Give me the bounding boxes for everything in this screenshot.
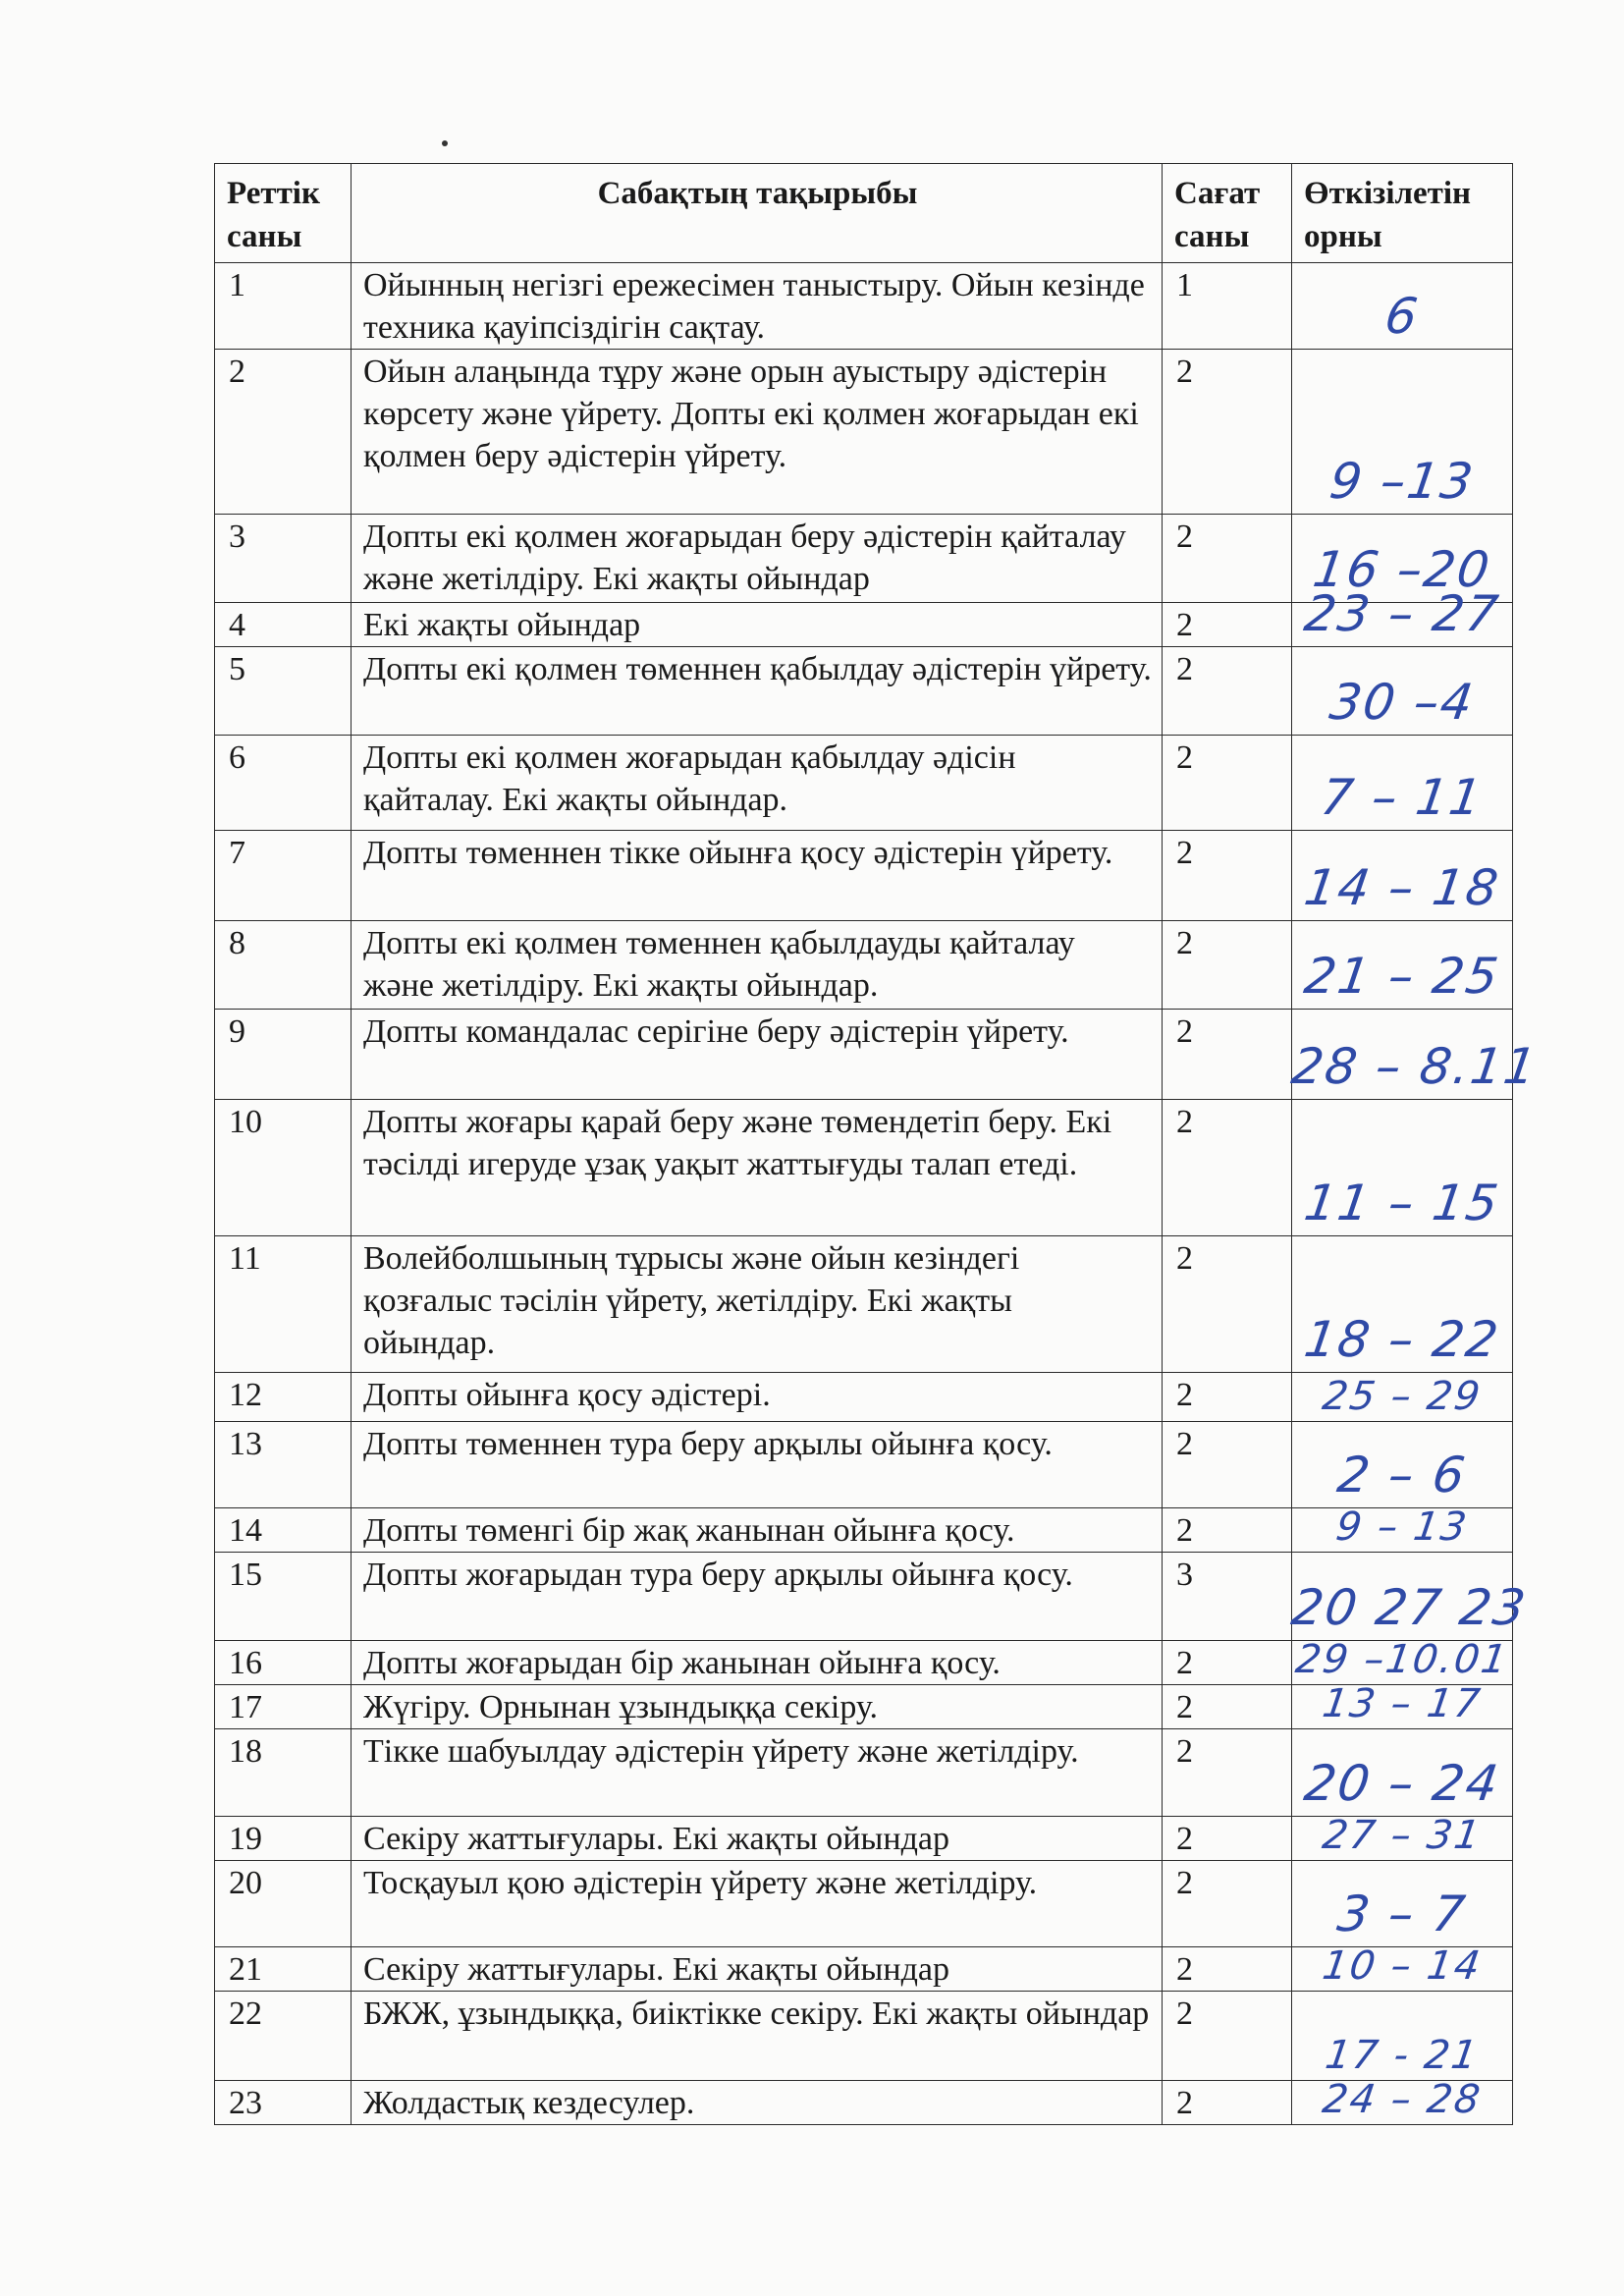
row-topic: Жүгіру. Орнынан ұзындыққа секіру.: [352, 1685, 1163, 1729]
row-hours: 2: [1163, 1422, 1292, 1508]
row-hours: 2: [1163, 1508, 1292, 1553]
row-topic: Екі жақты ойындар: [352, 603, 1163, 647]
handwritten-date: 13 – 17: [1320, 1681, 1485, 1726]
table-row: [215, 1947, 1513, 1992]
table-row: [215, 1422, 1513, 1508]
table-row: [215, 350, 1513, 515]
lesson-plan-table: [214, 163, 1542, 2125]
row-date-cell: [1292, 1373, 1513, 1422]
row-number: 10: [215, 1100, 352, 1236]
row-topic: Допты екі қолмен жоғарыдан беру әдістерін қайталау және жетілдіру. Екі жақты ойындар: [352, 515, 1163, 603]
row-date-cell: [1287, 1553, 1531, 1641]
row-number: 11: [215, 1236, 352, 1373]
row-topic: Ойынның негізгі ережесімен таныстыру. Ойын кезінде техника қауіпсіздігін сақтау.: [352, 263, 1163, 350]
handwritten-date: 6: [1381, 288, 1423, 345]
row-number: 1: [215, 263, 352, 350]
table-row: [215, 1553, 1513, 1641]
handwritten-date: 18 – 22: [1300, 1311, 1504, 1368]
row-topic: Допты төменнен тура беру арқылы ойынға қосу.: [352, 1422, 1163, 1508]
row-hours: 2: [1163, 1236, 1292, 1373]
handwritten-date: 30 –4: [1326, 674, 1479, 731]
table-row: [215, 1236, 1513, 1373]
row-number: 9: [215, 1010, 352, 1100]
row-hours: 2: [1163, 1373, 1292, 1422]
row-hours: 2: [1163, 603, 1292, 647]
handwritten-date: 3 – 7: [1333, 1886, 1471, 1942]
row-hours: 2: [1163, 1641, 1292, 1685]
row-hours: 2: [1163, 1100, 1292, 1236]
table-row: [215, 603, 1513, 647]
row-date-cell: [1292, 1422, 1513, 1508]
row-date-cell: [1292, 1681, 1513, 1729]
table-row: [215, 1010, 1513, 1100]
table-row: [215, 1861, 1513, 1947]
handwritten-date: 2 – 6: [1333, 1447, 1471, 1503]
table-row: [215, 1817, 1513, 1861]
row-number: 12: [215, 1373, 352, 1422]
row-hours: 2: [1163, 1817, 1292, 1861]
lesson-plan-sheet: [214, 163, 1542, 2125]
row-number: 13: [215, 1422, 352, 1508]
row-number: 3: [215, 515, 352, 603]
row-date-cell: [1292, 1992, 1513, 2081]
row-topic: Допты командалас серігіне беру әдістерін үйрету.: [352, 1010, 1163, 1100]
row-topic: Допты екі қолмен жоғарыдан қабылдау әдісін қайталау. Екі жақты ойындар.: [352, 736, 1163, 831]
row-hours: 2: [1163, 2081, 1292, 2125]
row-topic: Допты төменнен тікке ойынға қосу әдістерін үйрету.: [352, 831, 1163, 921]
row-number: 6: [215, 736, 352, 831]
row-number: 22: [215, 1992, 352, 2081]
row-hours: 2: [1163, 515, 1292, 603]
row-date-cell: [1287, 1010, 1542, 1100]
handwritten-date: 7 – 11: [1317, 769, 1488, 826]
row-number: 17: [215, 1685, 352, 1729]
row-hours: 2: [1163, 647, 1292, 736]
handwritten-date: 20 27 23: [1287, 1579, 1531, 1636]
table-row: [215, 647, 1513, 736]
handwritten-date: 29 –10.01: [1292, 1637, 1512, 1682]
row-hours: 2: [1163, 1010, 1292, 1100]
row-number: 7: [215, 831, 352, 921]
row-number: 15: [215, 1553, 352, 1641]
row-topic: Допты ойынға қосу әдістері.: [352, 1373, 1163, 1422]
row-number: 8: [215, 921, 352, 1010]
table-row: [215, 263, 1513, 350]
table-row: [215, 1508, 1513, 1553]
handwritten-date: 24 – 28: [1320, 2077, 1485, 2122]
row-topic: Допты екі қолмен төменнен қабылдауды қайталау және жетілдіру. Екі жақты ойындар.: [352, 921, 1163, 1010]
row-date-cell: [1292, 1813, 1513, 1861]
row-hours: 2: [1163, 1861, 1292, 1947]
table-row: [215, 1729, 1513, 1817]
row-number: 5: [215, 647, 352, 736]
row-topic: Тікке шабуылдау әдістерін үйрету және жетілдіру.: [352, 1729, 1163, 1817]
row-topic: Волейболшының тұрысы және ойын кезіндегі қозғалыс тәсілін үйрету, жетілдіру. Екі жақты ойындар.: [352, 1236, 1163, 1373]
row-hours: 2: [1163, 1992, 1292, 2081]
row-topic: Секіру жаттығулары. Екі жақты ойындар: [352, 1947, 1163, 1992]
header-topic: Сабақтың тақырыбы: [352, 164, 1163, 263]
row-number: 21: [215, 1947, 352, 1992]
row-topic: БЖЖ, ұзындыққа, биіктікке секіру. Екі жақты ойындар: [352, 1992, 1163, 2081]
table-row: [215, 1685, 1513, 1729]
row-date-cell: [1292, 831, 1513, 921]
table-row: [215, 1641, 1513, 1685]
row-date-cell: [1292, 647, 1513, 736]
row-number: 23: [215, 2081, 352, 2125]
table-row: [215, 831, 1513, 921]
row-date-cell: [1292, 921, 1513, 1010]
row-date-cell: [1292, 736, 1513, 831]
row-number: 18: [215, 1729, 352, 1817]
row-hours: 2: [1163, 1947, 1292, 1992]
row-date-cell: [1292, 350, 1513, 515]
handwritten-date: 14 – 18: [1300, 859, 1504, 916]
handwritten-date: 11 – 15: [1300, 1175, 1504, 1231]
header-place: Өткізілетін орны: [1292, 164, 1513, 263]
table-row: [215, 1373, 1513, 1422]
handwritten-date: 23 – 27: [1300, 585, 1504, 642]
handwritten-date: 16 –20: [1309, 541, 1495, 598]
handwritten-date: 9 – 13: [1332, 1504, 1472, 1550]
handwritten-date: 17 - 21: [1322, 2033, 1483, 2078]
handwritten-date: 20 – 24: [1300, 1755, 1504, 1812]
handwritten-date: 28 – 8.11: [1287, 1038, 1542, 1095]
table-row: [215, 1100, 1513, 1236]
table-row: [215, 921, 1513, 1010]
row-hours: 3: [1163, 1553, 1292, 1641]
handwritten-date: 25 – 29: [1320, 1374, 1485, 1419]
handwritten-date: 10 – 14: [1320, 1943, 1485, 1989]
row-number: 20: [215, 1861, 352, 1947]
row-hours: 2: [1163, 1729, 1292, 1817]
row-topic: Допты екі қолмен төменнен қабылдау әдістерін үйрету.: [352, 647, 1163, 736]
row-topic: Жолдастық кездесулер.: [352, 2081, 1163, 2125]
row-hours: 1: [1163, 263, 1292, 350]
row-topic: Тосқауыл қою әдістерін үйрету және жетілдіру.: [352, 1861, 1163, 1947]
row-date-cell: [1292, 2077, 1513, 2125]
row-date-cell: [1292, 1504, 1513, 1553]
row-date-cell: [1292, 1637, 1513, 1685]
header-number: Реттік саны: [215, 164, 352, 263]
table-row: [215, 736, 1513, 831]
row-number: 19: [215, 1817, 352, 1861]
row-date-cell: [1292, 1236, 1513, 1373]
row-hours: 2: [1163, 350, 1292, 515]
row-date-cell: [1292, 1861, 1513, 1947]
row-date-cell: [1292, 1943, 1513, 1992]
row-hours: 2: [1163, 831, 1292, 921]
header-hours: Сағат саны: [1163, 164, 1292, 263]
row-number: 2: [215, 350, 352, 515]
row-date-cell: [1292, 1729, 1513, 1817]
row-topic: Ойын алаңында тұру және орын ауыстыру әдістерін көрсету және үйрету. Допты екі қолмен жоғарыдан екі қолмен беру әдістерін үйрету.: [352, 350, 1163, 515]
table-row: [215, 1992, 1513, 2081]
speck: [442, 140, 448, 146]
table-row: [215, 2081, 1513, 2125]
row-date-cell: [1292, 585, 1513, 647]
row-topic: Допты төменгі бір жақ жанынан ойынға қосу.: [352, 1508, 1163, 1553]
row-topic: Допты жоғарыдан тура беру арқылы ойынға қосу.: [352, 1553, 1163, 1641]
row-date-cell: [1292, 263, 1513, 350]
row-number: 4: [215, 603, 352, 647]
header-row: [215, 164, 1513, 263]
row-topic: Секіру жаттығулары. Екі жақты ойындар: [352, 1817, 1163, 1861]
row-number: 16: [215, 1641, 352, 1685]
handwritten-date: 27 – 31: [1320, 1813, 1485, 1858]
row-date-cell: [1292, 1100, 1513, 1236]
table-body: [215, 263, 1542, 2125]
handwritten-date: 21 – 25: [1300, 948, 1504, 1005]
handwritten-date: 9 –13: [1326, 453, 1479, 510]
row-hours: 2: [1163, 736, 1292, 831]
row-hours: 2: [1163, 1685, 1292, 1729]
row-topic: Допты жоғарыдан бір жанынан ойынға қосу.: [352, 1641, 1163, 1685]
row-number: 14: [215, 1508, 352, 1553]
row-topic: Допты жоғары қарай беру және төмендетіп беру. Екі тәсілді игеруде ұзақ уақыт жаттығуды талап етеді.: [352, 1100, 1163, 1236]
row-hours: 2: [1163, 921, 1292, 1010]
